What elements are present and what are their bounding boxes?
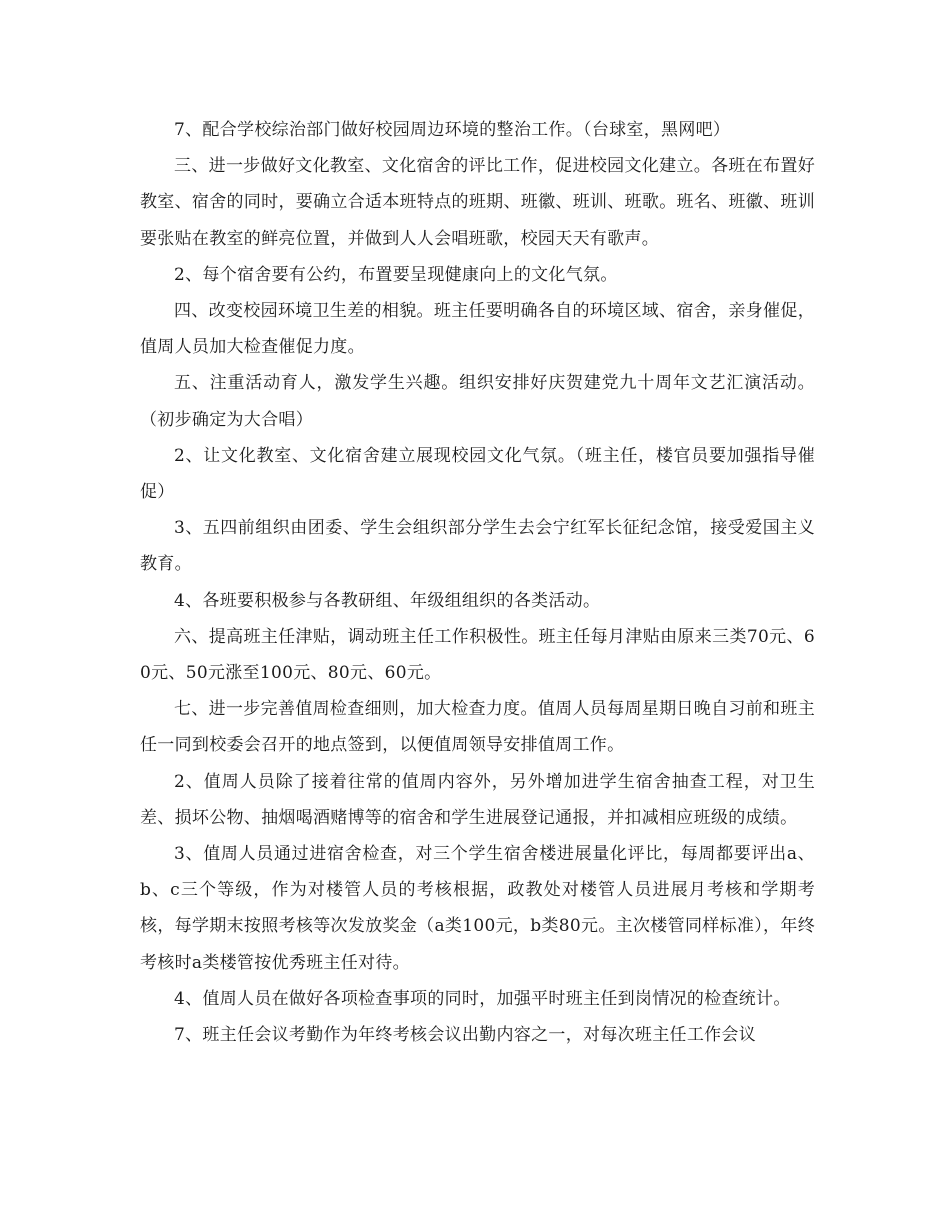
paragraph-12: 3、值周人员通过进宿舍检查，对三个学生宿舍楼进展量化评比，每周都要评出a、b、c三个等级，作为对楼管人员的考核根据，政教处对楼管人员进展月考核和学期考核，每学期末按照考核等次发放奖金（a类100元，b类80元。主次楼管同样标准），年终考核时a类楼管按优秀班主任对待。 [140,844,815,973]
paragraph-11: 2、值周人员除了接着往常的值周内容外，另外增加进学生宿舍抽查工程，对卫生差、损坏公物、抽烟喝酒赌博等的宿舍和学生进展登记通报，并扣减相应班级的成绩。 [140,771,815,828]
document-page [140,112,815,1053]
paragraph-3: 2、每个宿舍要有公约，布置要呈现健康向上的文化气氛。 [174,264,618,285]
paragraph-2: 三、进一步做好文化教室、文化宿舍的评比工作，促进校园文化建立。各班在布置好教室、宿舍的同时，要确立合适本班特点的班期、班徽、班训、班歌。班名、班徽、班训要张贴在教室的鲜亮位置，并做到人人会唱班歌，校园天天有歌声。 [140,156,815,249]
paragraph-1: 7、配合学校综治部门做好校园周边环境的整治工作。（台球室，黑网吧） [174,120,731,140]
paragraph-10: 七、进一步完善值周检查细则，加大检查力度。值周人员每周星期日晚自习前和班主任一同到校委会召开的地点签到，以便值周领导安排值周工作。 [140,699,815,756]
paragraph-4: 四、改变校园环境卫生差的相貌。班主任要明确各自的环境区域、宿舍，亲身催促，值周人员加大检查催促力度。 [140,301,815,358]
paragraph-9: 六、提高班主任津贴，调动班主任工作积极性。班主任每月津贴由原来三类70元、60元、50元涨至100元、80元、60元。 [140,626,815,684]
paragraph-5: 五、注重活动育人，激发学生兴趣。组织安排好庆贺建党九十周年文艺汇演活动。（初步确定为大合唱） [140,373,815,430]
paragraph-13: 4、值周人员在做好各项检查事项的同时，加强平时班主任到岗情况的检查统计。 [174,988,791,1009]
paragraph-7: 3、五四前组织由团委、学生会组织部分学生去会宁红军长征纪念馆，接受爱国主义教育。 [140,518,815,575]
paragraph-14: 7、班主任会议考勤作为年终考核会议出勤内容之一，对每次班主任工作会议 [174,1025,757,1046]
paragraph-6: 2、让文化教室、文化宿舍建立展现校园文化气氛。（班主任，楼官员要加强指导催促） [140,445,815,503]
paragraph-8: 4、各班要积极参与各教研组、年级组组织的各类活动。 [174,590,601,611]
